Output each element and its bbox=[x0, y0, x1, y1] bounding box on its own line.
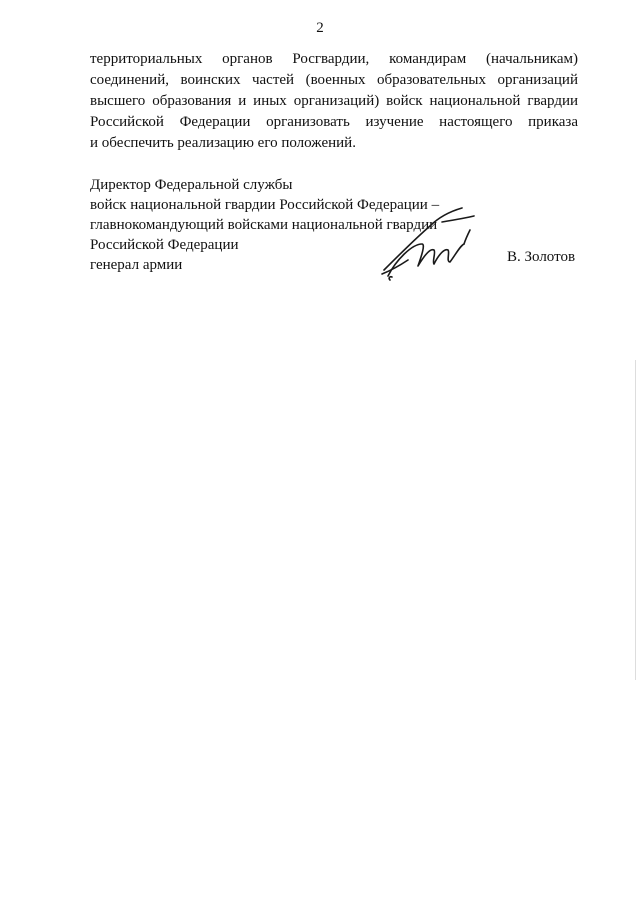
body-paragraph bbox=[90, 49, 578, 154]
signatory-position-line: Директор Федеральной службы bbox=[90, 177, 293, 193]
body-line: высшего образования и иных организаций) войск национальной гвардии bbox=[90, 93, 578, 109]
scan-edge-line bbox=[635, 360, 636, 680]
signatory-position-line: главнокомандующий войсками национальной гвардии bbox=[90, 217, 438, 233]
signatory-rank: генерал армии bbox=[90, 257, 183, 273]
page-number: 2 bbox=[316, 20, 324, 36]
signatory-name: В. Золотов bbox=[507, 249, 576, 265]
body-line: территориальных органов Росгвардии, командирам (начальникам) bbox=[90, 51, 578, 67]
signatory-position-line: войск национальной гвардии Российской Федерации – bbox=[90, 197, 440, 213]
body-line: Российской Федерации организовать изучение настоящего приказа bbox=[90, 114, 578, 130]
body-line: и обеспечить реализацию его положений. bbox=[90, 135, 356, 151]
handwritten-signature bbox=[378, 204, 490, 284]
body-line: соединений, воинских частей (военных образовательных организаций bbox=[90, 72, 578, 88]
signatory-position-line: Российской Федерации bbox=[90, 237, 239, 253]
